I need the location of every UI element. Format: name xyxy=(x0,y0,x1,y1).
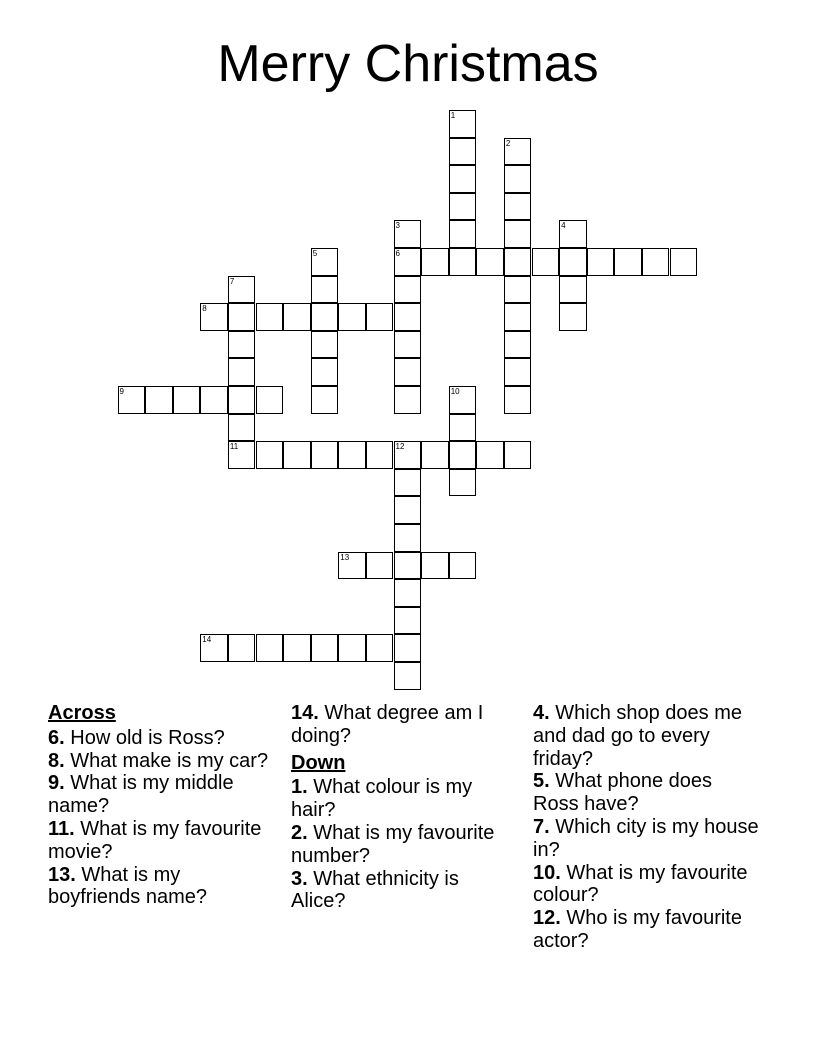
grid-cell[interactable] xyxy=(394,220,422,248)
page-title: Merry Christmas xyxy=(217,35,599,93)
grid-cell[interactable] xyxy=(338,634,366,662)
clue-down-3: 3. What ethnicity is Alice? xyxy=(291,867,459,913)
grid-cell[interactable] xyxy=(228,441,256,469)
grid-cell[interactable] xyxy=(559,303,587,331)
grid-cell[interactable] xyxy=(504,193,532,221)
grid-cell[interactable] xyxy=(311,248,339,276)
clue-across-14: 14. What degree am I doing? xyxy=(291,702,484,747)
grid-cell[interactable] xyxy=(228,634,256,662)
grid-cell[interactable] xyxy=(394,496,422,524)
across-heading: Across xyxy=(48,702,116,724)
cell-number: 6 xyxy=(395,249,400,258)
cell-number: 8 xyxy=(202,304,207,314)
grid-cell[interactable] xyxy=(394,248,422,276)
grid-cell[interactable] xyxy=(449,138,477,166)
grid-cell[interactable] xyxy=(338,552,366,580)
grid-cell[interactable] xyxy=(504,386,532,414)
clue-down-10: 10. What is my favourite colour? xyxy=(533,861,748,907)
grid-cell[interactable] xyxy=(449,248,477,276)
grid-cell[interactable] xyxy=(504,276,532,304)
clue-down-2: 2. What is my favourite number? xyxy=(291,821,495,867)
grid-cell[interactable] xyxy=(256,441,284,469)
clue-down-5: 5. What phone does Ross have? xyxy=(533,770,713,816)
grid-cell[interactable] xyxy=(504,303,532,331)
grid-cell[interactable] xyxy=(228,276,256,304)
grid-cell[interactable] xyxy=(173,386,201,414)
grid-cell[interactable] xyxy=(311,303,339,331)
grid-cell[interactable] xyxy=(476,441,504,469)
grid-cell[interactable] xyxy=(394,386,422,414)
grid-cell[interactable] xyxy=(504,441,532,469)
grid-cell[interactable] xyxy=(449,469,477,497)
grid-cell[interactable] xyxy=(504,165,532,193)
grid-cell[interactable] xyxy=(311,276,339,304)
grid-cell[interactable] xyxy=(394,331,422,359)
cell-number: 1 xyxy=(450,111,456,120)
grid-cell[interactable] xyxy=(449,441,477,469)
grid-cell[interactable] xyxy=(504,331,532,359)
grid-cell[interactable] xyxy=(394,552,422,580)
grid-cell[interactable] xyxy=(311,441,339,469)
grid-cell[interactable] xyxy=(449,220,477,248)
grid-cell[interactable] xyxy=(421,248,449,276)
grid-cell[interactable] xyxy=(338,441,366,469)
grid-cell[interactable] xyxy=(311,386,339,414)
grid-cell[interactable] xyxy=(504,248,532,276)
cell-number: 11 xyxy=(229,442,239,452)
grid-cell[interactable] xyxy=(449,165,477,193)
grid-cell[interactable] xyxy=(532,248,560,276)
grid-cell[interactable] xyxy=(504,358,532,386)
grid-cell[interactable] xyxy=(311,634,339,662)
grid-cell[interactable] xyxy=(449,552,477,580)
grid-cell[interactable] xyxy=(394,469,422,497)
grid-cell[interactable] xyxy=(256,386,284,414)
grid-cell[interactable] xyxy=(394,303,422,331)
cell-number: 4 xyxy=(561,221,566,231)
grid-cell[interactable] xyxy=(228,386,256,414)
clue-across-11: 11. What is my favourite movie? xyxy=(48,817,262,863)
grid-cell[interactable] xyxy=(283,634,311,662)
grid-cell[interactable] xyxy=(421,552,449,580)
grid-cell[interactable] xyxy=(394,524,422,552)
grid-cell[interactable] xyxy=(394,634,422,662)
grid-cell[interactable] xyxy=(118,386,146,414)
grid-cell[interactable] xyxy=(228,303,256,331)
grid-cell[interactable] xyxy=(311,358,339,386)
grid-cell[interactable] xyxy=(228,414,256,442)
grid-cell[interactable] xyxy=(200,386,228,414)
grid-cell[interactable] xyxy=(394,607,422,635)
grid-cell[interactable] xyxy=(476,248,504,276)
cell-number: 2 xyxy=(505,138,511,148)
cell-number: 5 xyxy=(312,249,318,258)
clue-down-1: 1. What colour is my hair? xyxy=(291,776,473,822)
grid-cell[interactable] xyxy=(256,634,284,662)
clue-down-7: 7. Which city is my house in? xyxy=(533,815,759,861)
grid-cell[interactable] xyxy=(449,386,477,414)
grid-cell[interactable] xyxy=(394,276,422,304)
grid-cell[interactable] xyxy=(449,193,477,221)
grid-cell[interactable] xyxy=(283,303,311,331)
grid-cell[interactable] xyxy=(394,579,422,607)
clue-down-4: 4. Which shop does me and dad go to every friday? xyxy=(533,702,743,770)
grid-cell[interactable] xyxy=(504,220,532,248)
clues-column-1 xyxy=(48,702,274,909)
grid-cell[interactable] xyxy=(587,248,615,276)
grid-cell[interactable] xyxy=(145,386,173,414)
grid-cell[interactable] xyxy=(366,552,394,580)
grid-cell[interactable] xyxy=(614,248,642,276)
grid-cell[interactable] xyxy=(338,303,366,331)
grid-cell[interactable] xyxy=(366,303,394,331)
grid-cell[interactable] xyxy=(366,441,394,469)
cell-number: 13 xyxy=(340,552,350,562)
grid-cell[interactable] xyxy=(394,662,422,690)
clue-across-8: 8. What make is my car? xyxy=(48,749,269,772)
grid-cell[interactable] xyxy=(228,358,256,386)
cell-number: 12 xyxy=(395,442,405,452)
cell-number: 3 xyxy=(395,221,400,231)
grid-cell[interactable] xyxy=(421,441,449,469)
grid-cell[interactable] xyxy=(311,331,339,359)
grid-cell[interactable] xyxy=(394,441,422,469)
clues-column-2 xyxy=(291,702,517,913)
grid-cell[interactable] xyxy=(559,276,587,304)
grid-cell[interactable] xyxy=(228,331,256,359)
grid-cell[interactable] xyxy=(504,138,532,166)
grid-cell[interactable] xyxy=(256,303,284,331)
clue-across-13: 13. What is my boyfriends name? xyxy=(48,863,207,909)
grid-cell[interactable] xyxy=(394,358,422,386)
clue-across-9: 9. What is my middle name? xyxy=(48,772,234,818)
clue-down-12: 12. Who is my favourite actor? xyxy=(533,907,742,952)
grid-cell[interactable] xyxy=(449,414,477,442)
cell-number: 9 xyxy=(119,387,124,396)
grid-cell[interactable] xyxy=(642,248,670,276)
down-heading: Down xyxy=(291,751,346,774)
grid-cell[interactable] xyxy=(200,303,228,331)
clue-across-6: 6. How old is Ross? xyxy=(48,726,225,749)
grid-cell[interactable] xyxy=(559,220,587,248)
grid-cell[interactable] xyxy=(559,248,587,276)
cell-number: 7 xyxy=(229,276,235,286)
grid-cell[interactable] xyxy=(366,634,394,662)
clues-column-3 xyxy=(533,702,759,953)
grid-cell[interactable] xyxy=(283,441,311,469)
grid-cell[interactable] xyxy=(200,634,228,662)
grid-cell[interactable] xyxy=(670,248,698,276)
grid-cell[interactable] xyxy=(449,110,477,138)
cell-number: 10 xyxy=(450,387,460,396)
cell-number: 14 xyxy=(202,635,212,645)
